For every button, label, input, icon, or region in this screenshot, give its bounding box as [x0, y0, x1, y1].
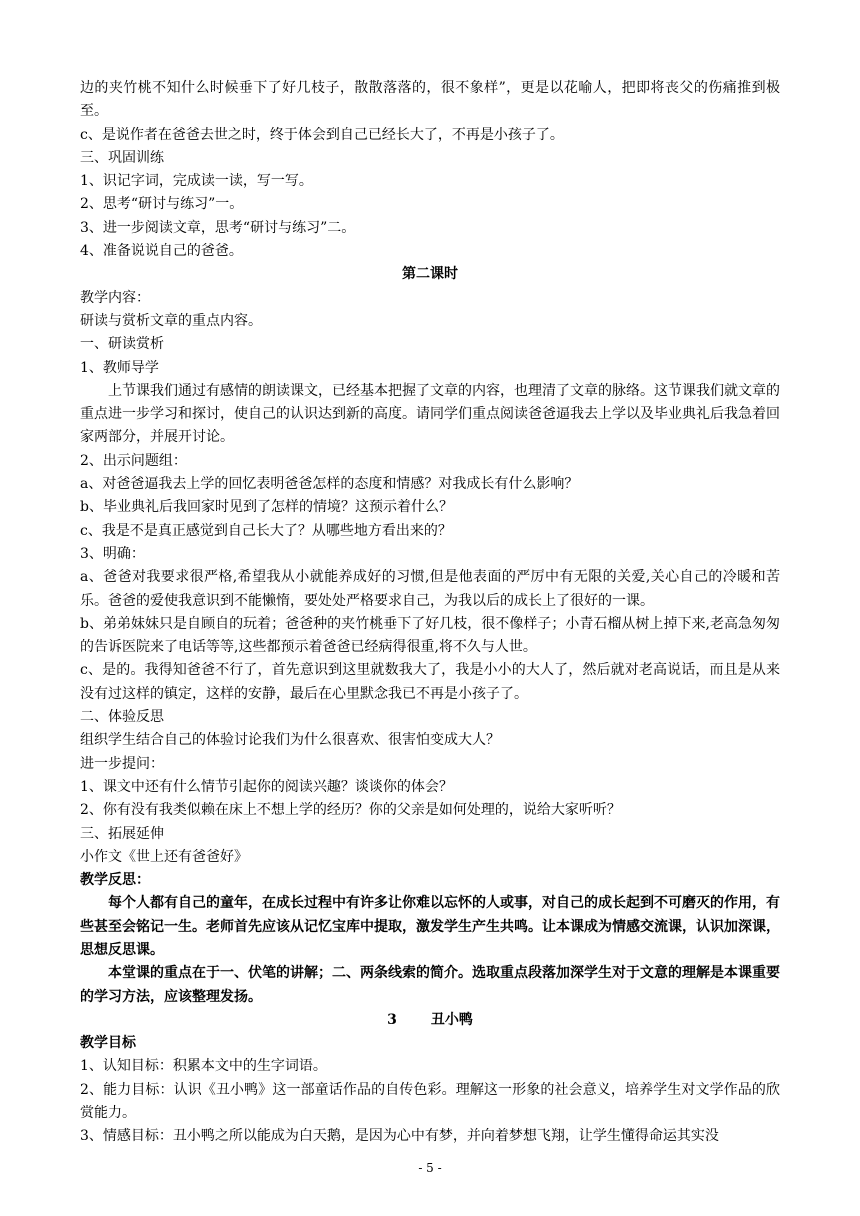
question-item: a、对爸爸逼我去上学的回忆表明爸爸怎样的态度和情感？对我成长有什么影响？ — [80, 476, 579, 493]
lesson-heading: 第二课时 — [402, 266, 458, 283]
lesson-title: 丑小鸭 — [430, 1011, 473, 1028]
paragraph: 研读与赏析文章的重点内容。 — [80, 312, 262, 329]
reflection-paragraph: 每个人都有自己的童年，在成长过程中有许多让你难以忘怀的人或事，对自己的成长起到不可磨灭的作用，有些甚至会铭记一生。老师首先应该从记忆宝库中提取，激发学生产生共鸣。让本课成为情感交流课，认识加深课，思想反思课。 — [80, 895, 780, 958]
list-item: 3、情感目标：丑小鸭之所以能成为白天鹅，是因为心中有梦，并向着梦想飞翔，让学生懂得命运其实没 — [80, 1128, 719, 1145]
list-item: 1、识记字词，完成读一读，写一写。 — [80, 173, 313, 190]
question-item: b、毕业典礼后我回家时见到了怎样的情境？这预示着什么？ — [80, 499, 453, 516]
paragraph: 边的夹竹桃不知什么时候垂下了好几枝子，散散落落的，很不象样”，更是以花喻人，把即将丧父的伤痛推到极至。 — [80, 80, 780, 120]
paragraph: 组织学生结合自己的体验讨论我们为什么很喜欢、很害怕变成大人？ — [80, 732, 500, 749]
list-item: 3、进一步阅读文章，思考“研讨与练习”二。 — [80, 219, 356, 236]
answer-item: c、是的。我得知爸爸不行了，首先意识到这里就数我大了，我是小小的大人了，然后就对老高说话，而且是从来没有过这样的镇定，这样的安静，最后在心里默念我已不再是小孩子了。 — [80, 662, 780, 702]
answer-item: a、爸爸对我要求很严格,希望我从小就能养成好的习惯,但是他表面的严厉中有无限的关爱,关心自己的冷暖和苦乐。爸爸的爱使我意识到不能懒惰，要处处严格要求自己，为我以后的成长上了很好的一课。 — [80, 569, 780, 609]
subsection-heading: 1、教师导学 — [80, 359, 159, 376]
reflection-paragraph: 本堂课的重点在于一、伏笔的讲解；二、两条线索的简介。选取重点段落加深学生对于文意的理解是本课重要的学习方法，应该整理发扬。 — [80, 965, 780, 1005]
label: 教学内容： — [80, 289, 150, 306]
question-item: c、我是不是真正感觉到自己长大了？从哪些地方看出来的？ — [80, 522, 452, 539]
list-item: 2、你有没有我类似赖在床上不想上学的经历？你的父亲是如何处理的，说给大家听听？ — [80, 802, 621, 819]
paragraph: 小作文《世上还有爸爸好》 — [80, 848, 248, 865]
lesson-number: 3 — [387, 1011, 397, 1028]
section-heading: 教学目标 — [80, 1035, 136, 1052]
list-item: 1、认知目标：积累本文中的生字词语。 — [80, 1058, 327, 1075]
subsection-heading: 3、明确： — [80, 545, 145, 562]
lesson-title-line — [80, 1009, 780, 1032]
answer-item: b、弟弟妹妹只是自顾自的玩着；爸爸种的夹竹桃垂下了好几枝，很不像样子；小青石榴从树上掉下来,老高急匆匆的告诉医院来了电话等等,这些都预示着爸爸已经病得很重,将不久与人世。 — [80, 615, 780, 656]
paragraph: 上节课我们通过有感情的朗读课文，已经基本把握了文章的内容，也理清了文章的脉络。这节课我们就文章的重点进一步学习和探讨，使自己的认识达到新的高度。请同学们重点阅读爸爸逼我去上学以及毕业典礼后我急着回家两部分，并展开讨论。 — [80, 382, 780, 446]
list-item: 2、能力目标：认识《丑小鸭》这一部童话作品的自传色彩。理解这一形象的社会意义，培养学生对文学作品的欣赏能力。 — [80, 1081, 780, 1122]
section-heading: 一、研读赏析 — [80, 336, 164, 353]
list-item: 2、思考“研讨与练习”一。 — [80, 196, 244, 213]
section-heading: 二、体验反思 — [80, 709, 164, 726]
section-heading: 三、拓展延伸 — [80, 825, 164, 842]
subsection-heading: 2、出示问题组： — [80, 452, 187, 469]
label: 进一步提问： — [80, 755, 164, 772]
document-page — [80, 77, 780, 1149]
list-item: 4、准备说说自己的爸爸。 — [80, 243, 243, 260]
page-number: - 5 - — [418, 1161, 442, 1175]
list-item: 1、课文中还有什么情节引起你的阅读兴趣？谈谈你的体会？ — [80, 778, 453, 795]
paragraph: c、是说作者在爸爸去世之时，终于体会到自己已经长大了，不再是小孩子了。 — [80, 126, 564, 143]
section-heading: 三、巩固训练 — [80, 149, 164, 166]
reflection-heading: 教学反思： — [80, 872, 150, 889]
